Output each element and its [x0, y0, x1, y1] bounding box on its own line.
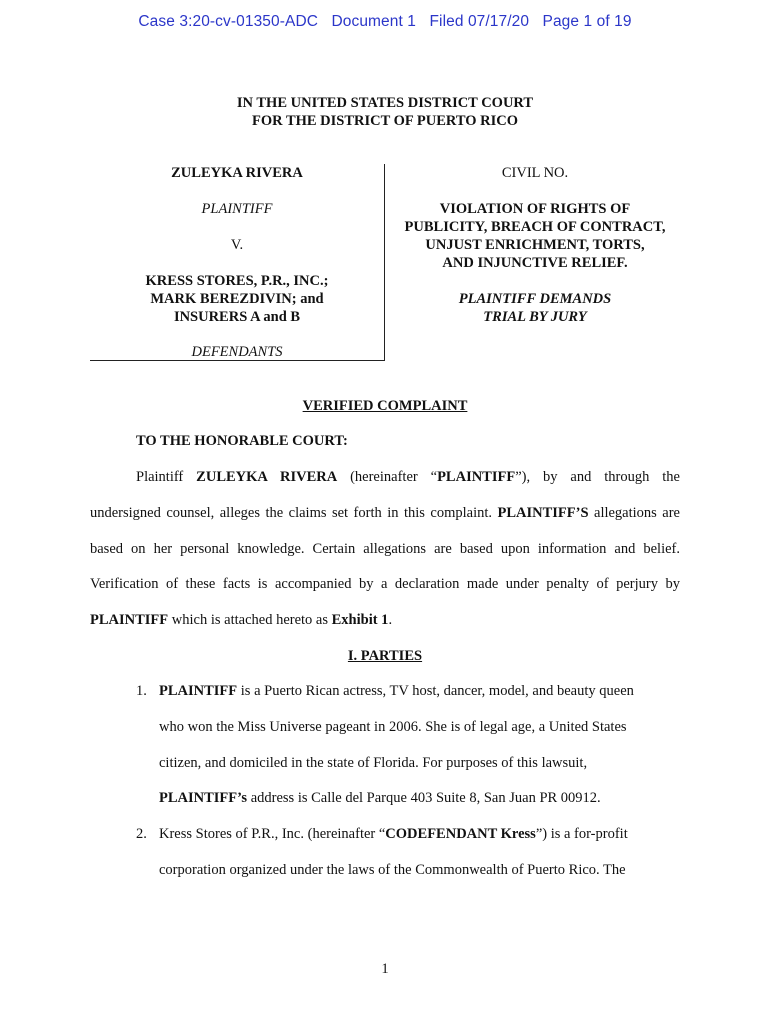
plaintiff-name-bold: ZULEYKA RIVERA [196, 469, 338, 485]
ecf-filing-header [0, 13, 770, 31]
claims-line-3: UNJUST ENRICHMENT, TORTS, [425, 237, 645, 253]
document-title: VERIFIED COMPLAINT [302, 398, 468, 414]
intro-text: . [388, 612, 393, 628]
court-heading [0, 94, 770, 130]
defendants-line-3: INSURERS A and B [173, 309, 301, 325]
court-district: FOR THE DISTRICT OF PUERTO RICO [251, 113, 519, 129]
civil-number: CIVIL NO. [501, 165, 569, 181]
page-count: Page 1 of 19 [542, 13, 632, 30]
item-1-line-1 [159, 683, 634, 700]
page-number: 1 [381, 961, 389, 977]
intro-line-2 [90, 505, 680, 522]
defendants-role: DEFENDANTS [191, 344, 283, 360]
jury-demand-line-2: TRIAL BY JURY [483, 309, 587, 325]
claims-line-1: VIOLATION OF RIGHTS OF [439, 201, 631, 217]
item-2-line-1 [159, 826, 628, 843]
intro-text: Plaintiff [136, 469, 197, 485]
item-number-2: 2. [136, 826, 147, 842]
plaintiff-term-bold: PLAINTIFF’s [159, 790, 248, 806]
exhibit-reference: Exhibit 1 [331, 612, 389, 628]
intro-line-5 [90, 612, 680, 629]
versus: V. [230, 237, 244, 253]
court-name: IN THE UNITED STATES DISTRICT COURT [236, 95, 534, 111]
plaintiff-term-bold: PLAINTIFF [159, 683, 238, 699]
intro-line-4: Verification of these facts is accompanied by a declaration made under penalty of perjury by [90, 576, 680, 592]
item-text: Kress Stores of P.R., Inc. (hereinafter “ [159, 826, 386, 842]
caption-parties [90, 164, 385, 361]
section-heading-parties: I. PARTIES [347, 648, 423, 664]
item-2-line-2: corporation organized under the laws of the Commonwealth of Puerto Rico. The [159, 862, 626, 878]
defendants-line-2: MARK BEREZDIVIN; and [150, 291, 324, 307]
item-number-1: 1. [136, 683, 147, 699]
plaintiff-role: PLAINTIFF [201, 201, 273, 217]
case-number: Case 3:20-cv-01350-ADC [138, 13, 319, 30]
plaintiff-term-bold: PLAINTIFF [437, 469, 516, 485]
filed-date: Filed 07/17/20 [429, 13, 530, 30]
codefendant-term-bold: CODEFENDANT Kress [385, 826, 536, 842]
claims-line-4: AND INJUNCTIVE RELIEF. [442, 255, 628, 271]
item-text: address is Calle del Parque 403 Suite 8, San Juan PR 00912. [247, 790, 601, 806]
claims-line-2: PUBLICITY, BREACH OF CONTRACT, [404, 219, 666, 235]
intro-line-3: based on her personal knowledge. Certain allegations are based upon information and belief. [90, 541, 680, 557]
document-number: Document 1 [331, 13, 417, 30]
intro-text: (hereinafter “ [337, 469, 438, 485]
item-1-line-2: who won the Miss Universe pageant in 2006. She is of legal age, a United States [159, 719, 627, 735]
intro-text: ”), by and through the [515, 469, 680, 485]
item-text: ”) is a for-profit [535, 826, 628, 842]
item-1-line-4 [159, 790, 601, 807]
intro-text: undersigned counsel, alleges the claims set forth in this complaint. [90, 505, 498, 521]
salutation: TO THE HONORABLE COURT: [136, 433, 348, 449]
intro-text: which is attached hereto as [168, 612, 332, 628]
intro-text: allegations are [588, 505, 680, 521]
item-text: is a Puerto Rican actress, TV host, dancer, model, and beauty queen [237, 683, 634, 699]
jury-demand-line-1: PLAINTIFF DEMANDS [458, 291, 612, 307]
item-1-line-3: citizen, and domiciled in the state of Florida. For purposes of this lawsuit, [159, 755, 588, 771]
plaintiff-term-bold: PLAINTIFF’S [497, 505, 589, 521]
plaintiff-name: ZULEYKA RIVERA [171, 165, 303, 181]
plaintiff-term-bold: PLAINTIFF [90, 612, 169, 628]
intro-line-1 [90, 469, 680, 486]
defendants-line-1: KRESS STORES, P.R., INC.; [145, 273, 329, 289]
